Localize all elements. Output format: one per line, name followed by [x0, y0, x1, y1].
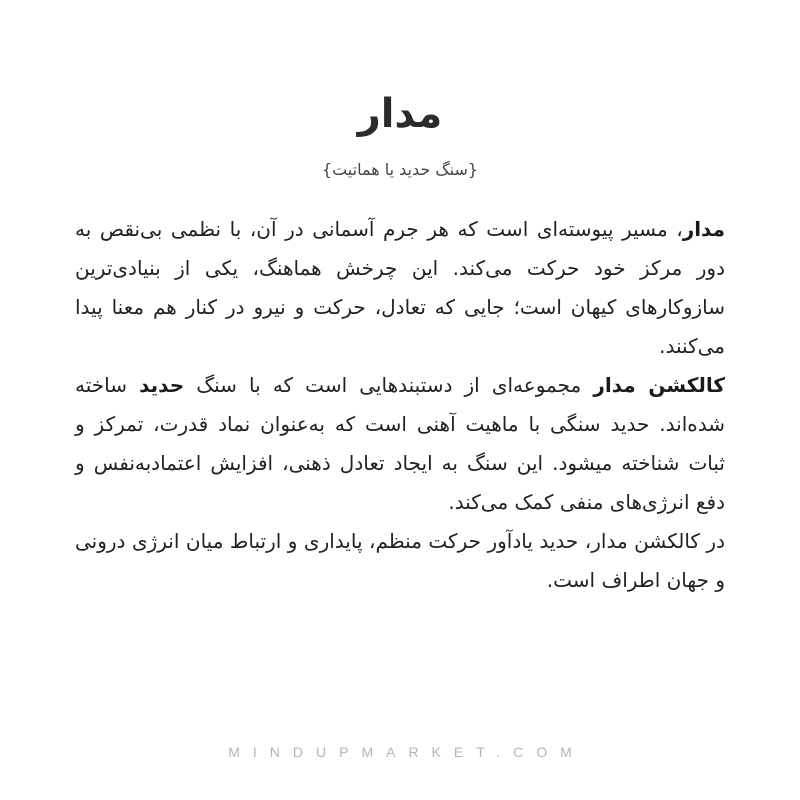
page-title: مدار [357, 91, 443, 137]
brand-footer: MINDUPMARKET.COM [228, 744, 585, 760]
bold-term-hadid: حدید [139, 373, 185, 397]
bold-term-madar: مدار [682, 217, 725, 241]
bold-term-collection: کالکشن مدار [593, 373, 725, 397]
paragraph-intro [75, 210, 725, 366]
paragraph-text: ساخته شده‌اند. حدید سنگی با ماهیت آهنی است که به‌عنوان نماد قدرت، تمرکز و ثبات شناخته میشود. این سنگ به ایجاد تعادل ذهنی، افزایش اعتمادبه‌نفس و دفع انرژی‌های منفی کمک می‌کند. [75, 373, 725, 514]
paragraph-text: در کالکشن مدار، حدید یادآور حرکت منظم، پایداری و ارتباط میان انرژی درونی و جهان اطراف است. [75, 529, 725, 592]
paragraph-collection [75, 366, 725, 522]
paragraph-closing [75, 522, 725, 600]
paragraph-text: مجموعه‌ای از دستبندهایی است که با سنگ [184, 373, 594, 397]
page-subtitle: {سنگ حدید یا هماتیت} [321, 160, 479, 179]
article-body [75, 210, 725, 600]
paragraph-text: ، مسیر پیوسته‌ای است که هر جرم آسمانی در آن، با نظمی بی‌نقص به دور مرکز خود حرکت می‌کند. این چرخش هماهنگ، یکی از بنیادی‌ترین سازوکارهای کیهان است؛ جایی که تعادل، حرکت و نیرو در کنار هم معنا پیدا می‌کنند. [75, 217, 725, 358]
